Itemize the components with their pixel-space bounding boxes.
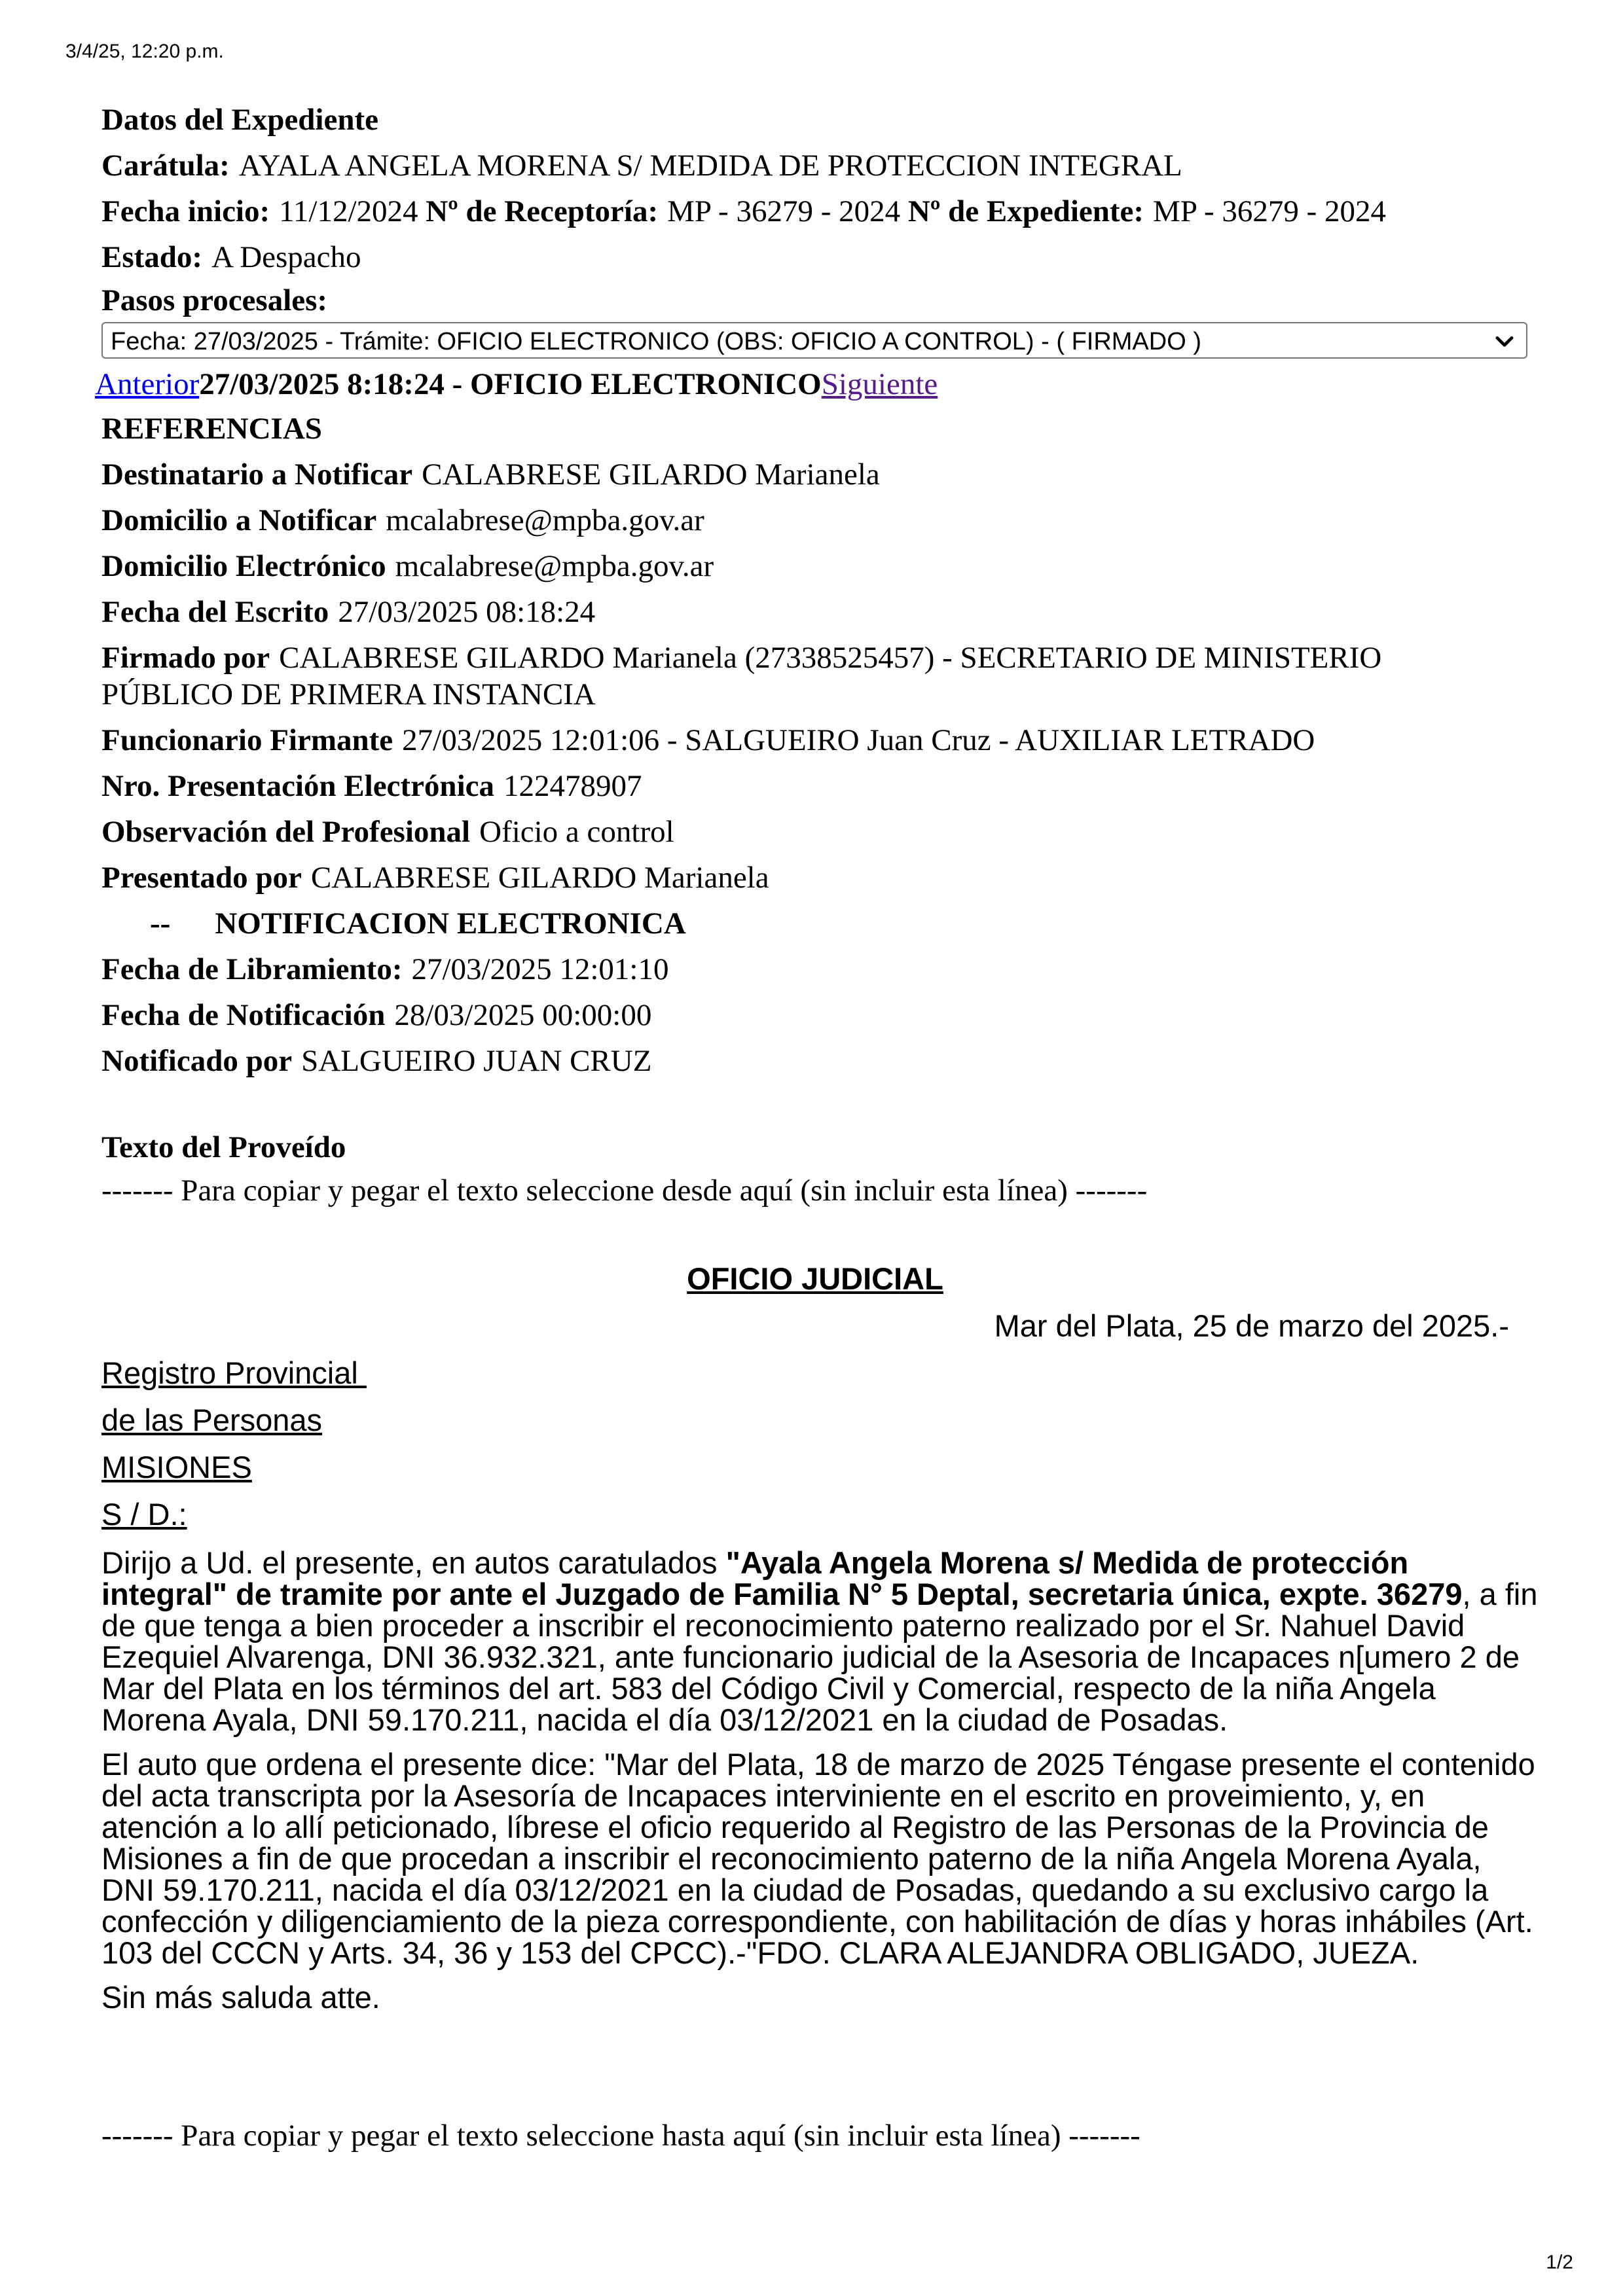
domicilio-electronico-value: mcalabrese@mpba.gov.ar xyxy=(395,549,714,583)
previous-link[interactable]: Anterior xyxy=(95,367,200,401)
domicilio-electronico-row xyxy=(101,543,1529,589)
referencias-heading: REFERENCIAS xyxy=(101,412,322,446)
expediente-section xyxy=(95,97,1529,406)
spacer xyxy=(101,1084,1529,1124)
notificacion-dash: -- xyxy=(150,906,171,941)
proveido-section xyxy=(101,1124,1529,1211)
fecha-escrito-row xyxy=(101,589,1529,635)
firmado-label: Firmado por xyxy=(101,641,270,675)
notificado-row xyxy=(101,1038,1529,1084)
p1-body: , a fin de que tenga a bien proceder a inscribir el reconocimiento paterno realizado por el Sr. Nahuel David Ezequiel Alvarenga, DNI 36.932.321, ante funcionario judicial de la Asesoria de Incapaces n[umero 2 de Mar del Plata en los términos del art. 583 del Código Civil y Comercial, respecto de la niña Angela Morena Ayala, DNI 59.170.211, nacida el día 03/12/2021 en la ciudad de Posadas. xyxy=(101,1577,1538,1737)
observacion-row xyxy=(101,809,1529,855)
oficio-date: Mar del Plata, 25 de marzo del 2025.- xyxy=(994,1308,1509,1343)
observacion-label: Observación del Profesional xyxy=(101,815,471,849)
destinatario-label: Destinatario a Notificar xyxy=(101,457,413,492)
oficio-paragraph-1 xyxy=(101,1547,1542,1736)
estado-value: A Despacho xyxy=(211,240,361,274)
firmado-row xyxy=(101,635,1529,717)
referencias-section xyxy=(101,406,1529,901)
caratula-row xyxy=(101,143,1529,188)
fecha-notificacion-value: 28/03/2025 00:00:00 xyxy=(394,998,652,1032)
fecha-escrito-value: 27/03/2025 08:18:24 xyxy=(338,595,596,629)
notificacion-heading xyxy=(101,901,1529,946)
fecha-notificacion-label: Fecha de Notificación xyxy=(101,998,386,1032)
oficio-title: OFICIO JUDICIAL xyxy=(687,1261,943,1296)
fecha-inicio-row xyxy=(101,188,1529,234)
receptoria-label: Nº de Receptoría: xyxy=(426,194,659,228)
print-date: 3/4/25, 12:20 p.m. xyxy=(65,41,224,62)
next-link[interactable]: Siguiente xyxy=(821,367,938,401)
fecha-inicio-label: Fecha inicio: xyxy=(101,194,270,228)
oficio-paragraph-2: El auto que ordena el presente dice: "Mar del Plata, 18 de marzo de 2025 Téngase presente el contenido del acta transcripta por la Asesoría de Incapaces interviniente en el escrito en proveimiento, y, en atención a lo allí peticionado, líbrese el oficio requerido al Registro de las Personas de la Provincia de Misiones a fin de que procedan a inscribir el reconocimiento paterno de la niña Angela Morena Ayala, DNI 59.170.211, nacida el día 03/12/2021 en la ciudad de Posadas, quedando a su exclusivo cargo la confección y diligenciamiento de la pieza correspondiente, con habilitación de días y horas inhábiles (Art. 103 del CCCN y Arts. 34, 36 y 153 del CPCC).-"FDO. CLARA ALEJANDRA OBLIGADO, JUEZA. xyxy=(101,1747,1535,1970)
copy-end-line: ------- Para copiar y pegar el texto seleccione hasta aquí (sin incluir esta línea) ------- xyxy=(101,2119,1140,2153)
presentacion-label: Nro. Presentación Electrónica xyxy=(101,769,494,803)
expediente-number-value: MP - 36279 - 2024 xyxy=(1153,194,1387,228)
firmado-value-line2: PÚBLICO DE PRIMERA INSTANCIA xyxy=(101,677,596,711)
domicilio-electronico-label: Domicilio Electrónico xyxy=(101,549,386,583)
step-navigation xyxy=(95,363,1522,406)
fecha-escrito-label: Fecha del Escrito xyxy=(101,595,329,629)
address-line-1: Registro Provincial xyxy=(101,1355,367,1390)
fecha-inicio-value: 11/12/2024 xyxy=(279,194,418,228)
destinatario-row xyxy=(101,452,1529,497)
libramiento-label: Fecha de Libramiento: xyxy=(101,952,403,986)
libramiento-row xyxy=(101,946,1529,992)
notificado-label: Notificado por xyxy=(101,1044,293,1078)
page-number: 1/2 xyxy=(1546,2251,1573,2273)
presentado-row xyxy=(101,855,1529,901)
copy-start-line: ------- Para copiar y pegar el texto seleccione desde aquí (sin incluir esta línea) ------- xyxy=(101,1174,1148,1208)
funcionario-row xyxy=(101,717,1529,763)
domicilio-label: Domicilio a Notificar xyxy=(101,503,377,537)
destinatario-value: CALABRESE GILARDO Marianela xyxy=(422,457,880,492)
firmado-value-line1: CALABRESE GILARDO Marianela (27338525457) - SECRETARIO DE MINISTERIO xyxy=(279,641,1382,675)
p1-intro: Dirijo a Ud. el presente, en autos caratulados xyxy=(101,1545,726,1580)
chevron-down-icon xyxy=(1492,329,1517,353)
estado-row xyxy=(101,234,1529,280)
expediente-number-label: Nº de Expediente: xyxy=(907,194,1144,228)
address-line-2: de las Personas xyxy=(101,1403,323,1437)
notificado-value: SALGUEIRO JUAN CRUZ xyxy=(301,1044,652,1078)
presentado-value: CALABRESE GILARDO Marianela xyxy=(310,861,769,895)
step-title: 27/03/2025 8:18:24 - OFICIO ELECTRONICO xyxy=(199,367,822,401)
caratula-label: Carátula: xyxy=(101,149,230,183)
estado-label: Estado: xyxy=(101,240,203,274)
notificacion-title: NOTIFICACION ELECTRONICA xyxy=(215,906,686,941)
address-line-3: MISIONES xyxy=(101,1450,252,1484)
proveido-heading: Texto del Proveído xyxy=(101,1130,346,1164)
presentacion-row xyxy=(101,763,1529,809)
receptoria-value: MP - 36279 - 2024 xyxy=(667,194,901,228)
pasos-label: Pasos procesales: xyxy=(101,283,328,317)
presentacion-value: 122478907 xyxy=(503,769,642,803)
fecha-notificacion-row xyxy=(101,992,1529,1038)
oficio-section xyxy=(101,1259,1538,2017)
document-content xyxy=(95,97,1538,2156)
oficio-closing: Sin más saluda atte. xyxy=(101,1980,380,2015)
expediente-heading: Datos del Expediente xyxy=(101,103,378,137)
caratula-value: AYALA ANGELA MORENA S/ MEDIDA DE PROTECCION INTEGRAL xyxy=(238,149,1182,183)
address-line-4: S / D.: xyxy=(101,1497,187,1532)
presentado-label: Presentado por xyxy=(101,861,302,895)
funcionario-value: 27/03/2025 12:01:06 - SALGUEIRO Juan Cruz - AUXILIAR LETRADO xyxy=(402,723,1315,757)
pasos-procesales-select[interactable] xyxy=(101,322,1527,359)
notificacion-section xyxy=(101,901,1529,1084)
pasos-selected-value: Fecha: 27/03/2025 - Trámite: OFICIO ELECTRONICO (OBS: OFICIO A CONTROL) - ( FIRMADO ) xyxy=(111,328,1201,355)
libramiento-value: 27/03/2025 12:01:10 xyxy=(411,952,669,986)
domicilio-value: mcalabrese@mpba.gov.ar xyxy=(386,503,704,537)
p1-case-title: "Ayala Angela Morena s/ Medida de protección integral" de tramite por ante el Juzgado de Familia N° 5 Deptal, secretaria única, expte. 36279 xyxy=(101,1545,1463,1611)
domicilio-row xyxy=(101,497,1529,543)
observacion-value: Oficio a control xyxy=(479,815,674,849)
funcionario-label: Funcionario Firmante xyxy=(101,723,393,757)
